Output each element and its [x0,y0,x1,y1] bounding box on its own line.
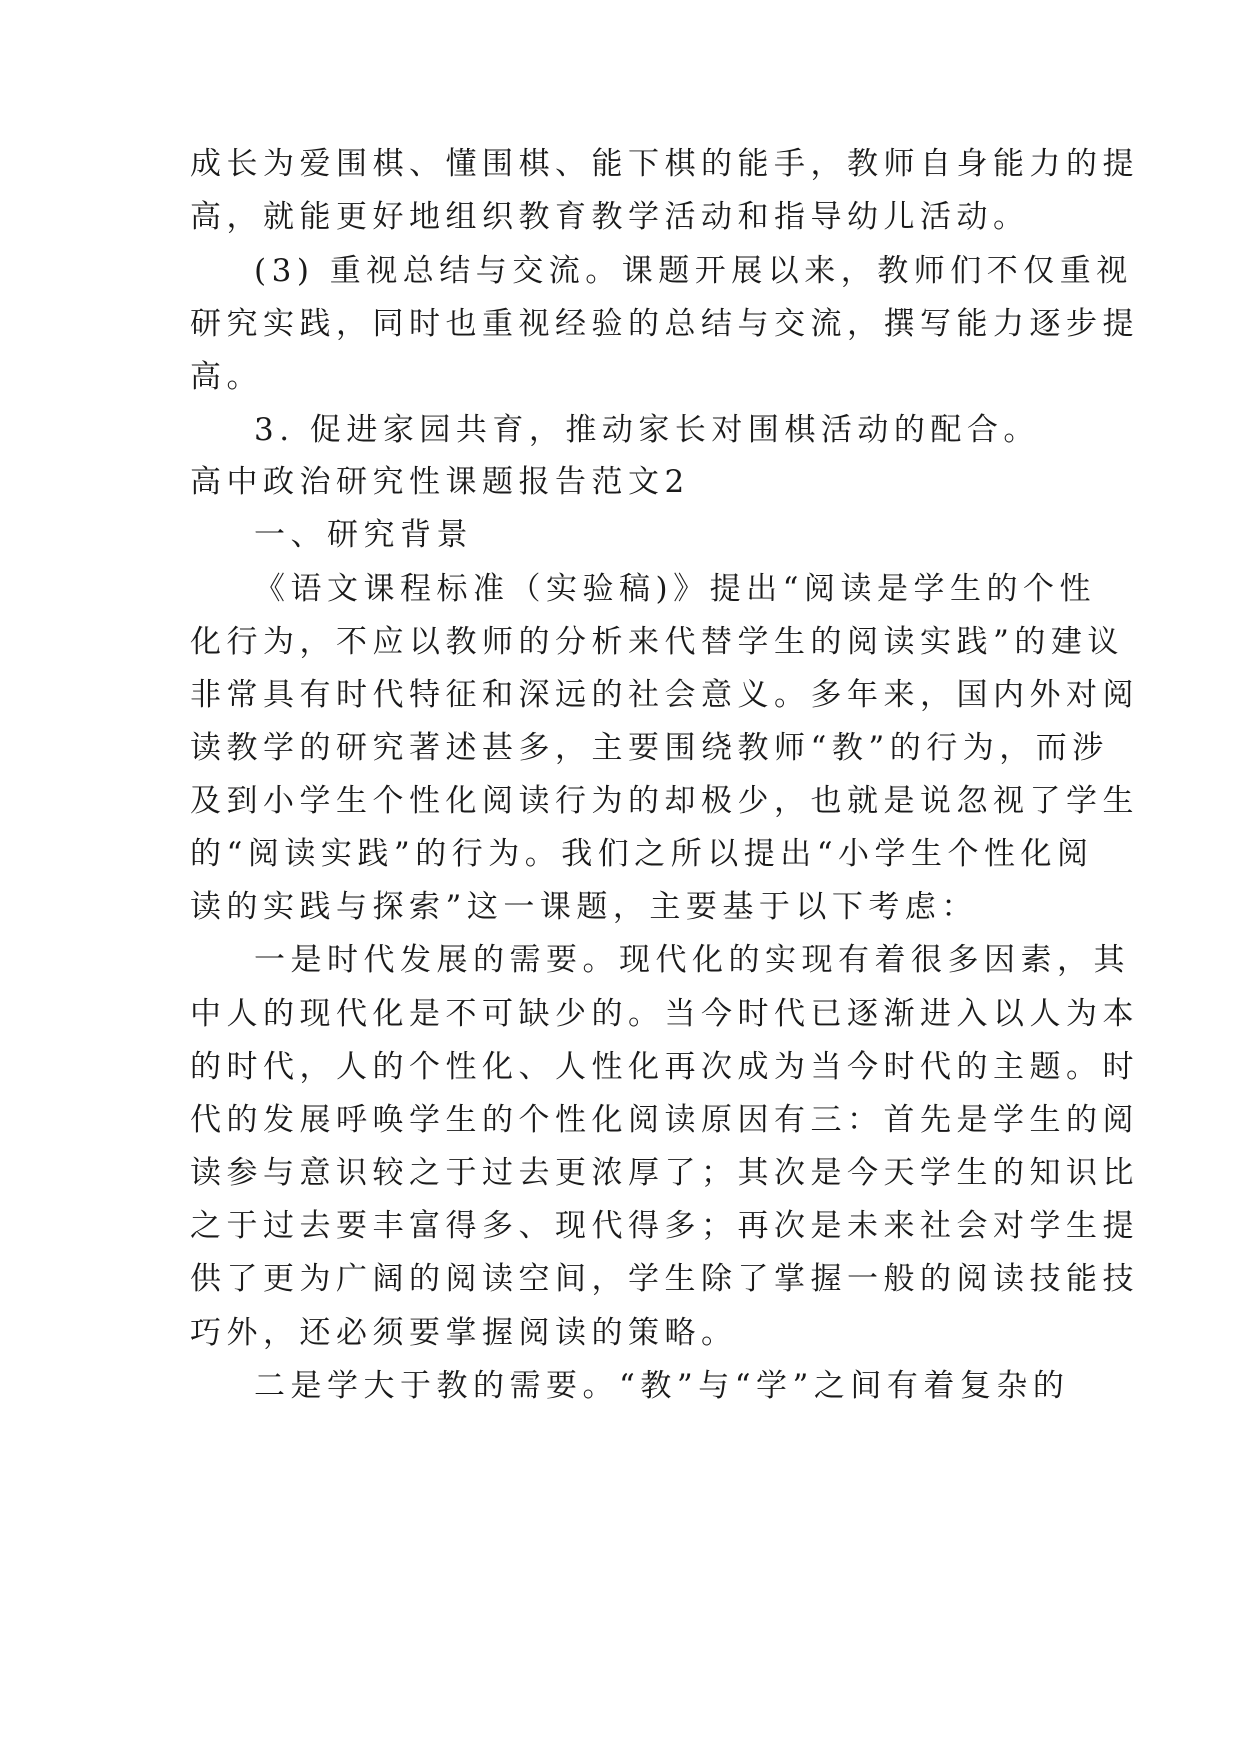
body-text-line: 巧外，还必须要掌握阅读的策略。 [190,1315,738,1351]
section-title: 高中政治研究性课题报告范文2 [190,464,690,500]
section-heading: 一、研究背景 [254,517,473,553]
body-text-line: 高，就能更好地组织教育教学活动和指导幼儿活动。 [190,199,1030,235]
body-text-line: 供了更为广阔的阅读空间，学生除了掌握一般的阅读技能技 [190,1261,1139,1297]
body-text-line: 《语文课程标准（实验稿)》提出“阅读是学生的个性 [254,571,1096,607]
body-text-line: 代的发展呼唤学生的个性化阅读原因有三：首先是学生的阅 [190,1102,1139,1138]
body-text-line: 的时代，人的个性化、人性化再次成为当今时代的主题。时 [190,1049,1139,1085]
body-text-line: 中人的现代化是不可缺少的。当今时代已逐渐进入以人为本 [190,996,1139,1032]
body-text-line: 读教学的研究著述甚多，主要围绕教师“教”的行为，而涉 [190,730,1109,766]
body-text-line: 的“阅读实践”的行为。我们之所以提出“小学生个性化阅 [190,836,1094,872]
body-text-line: 一是时代发展的需要。现代化的实现有着很多因素，其 [254,942,1130,978]
body-text-line: 非常具有时代特征和深远的社会意义。多年来，国内外对阅 [190,677,1139,713]
body-text-line: 读的实践与探索”这一课题，主要基于以下考虑： [190,889,978,925]
body-text-line: 3. 促进家园共育，推动家长对围棋活动的配合。 [254,412,1040,448]
body-text-line: 及到小学生个性化阅读行为的却极少，也就是说忽视了学生 [190,783,1139,819]
body-text-line: 研究实践，同时也重视经验的总结与交流，撰写能力逐步提 [190,306,1139,342]
body-text-line: 读参与意识较之于过去更浓厚了；其次是今天学生的知识比 [190,1155,1139,1191]
body-text-line: (3) 重视总结与交流。课题开展以来，教师们不仅重视 [254,253,1133,289]
body-text-line: 成长为爱围棋、懂围棋、能下棋的能手，教师自身能力的提 [190,146,1139,182]
body-text-line: 之于过去要丰富得多、现代得多；再次是未来社会对学生提 [190,1208,1139,1244]
body-text-line: 高。 [190,359,263,395]
body-text-line: 化行为，不应以教师的分析来代替学生的阅读实践”的建议 [190,624,1124,660]
body-text-line: 二是学大于教的需要。“教”与“学”之间有着复杂的 [254,1368,1070,1404]
